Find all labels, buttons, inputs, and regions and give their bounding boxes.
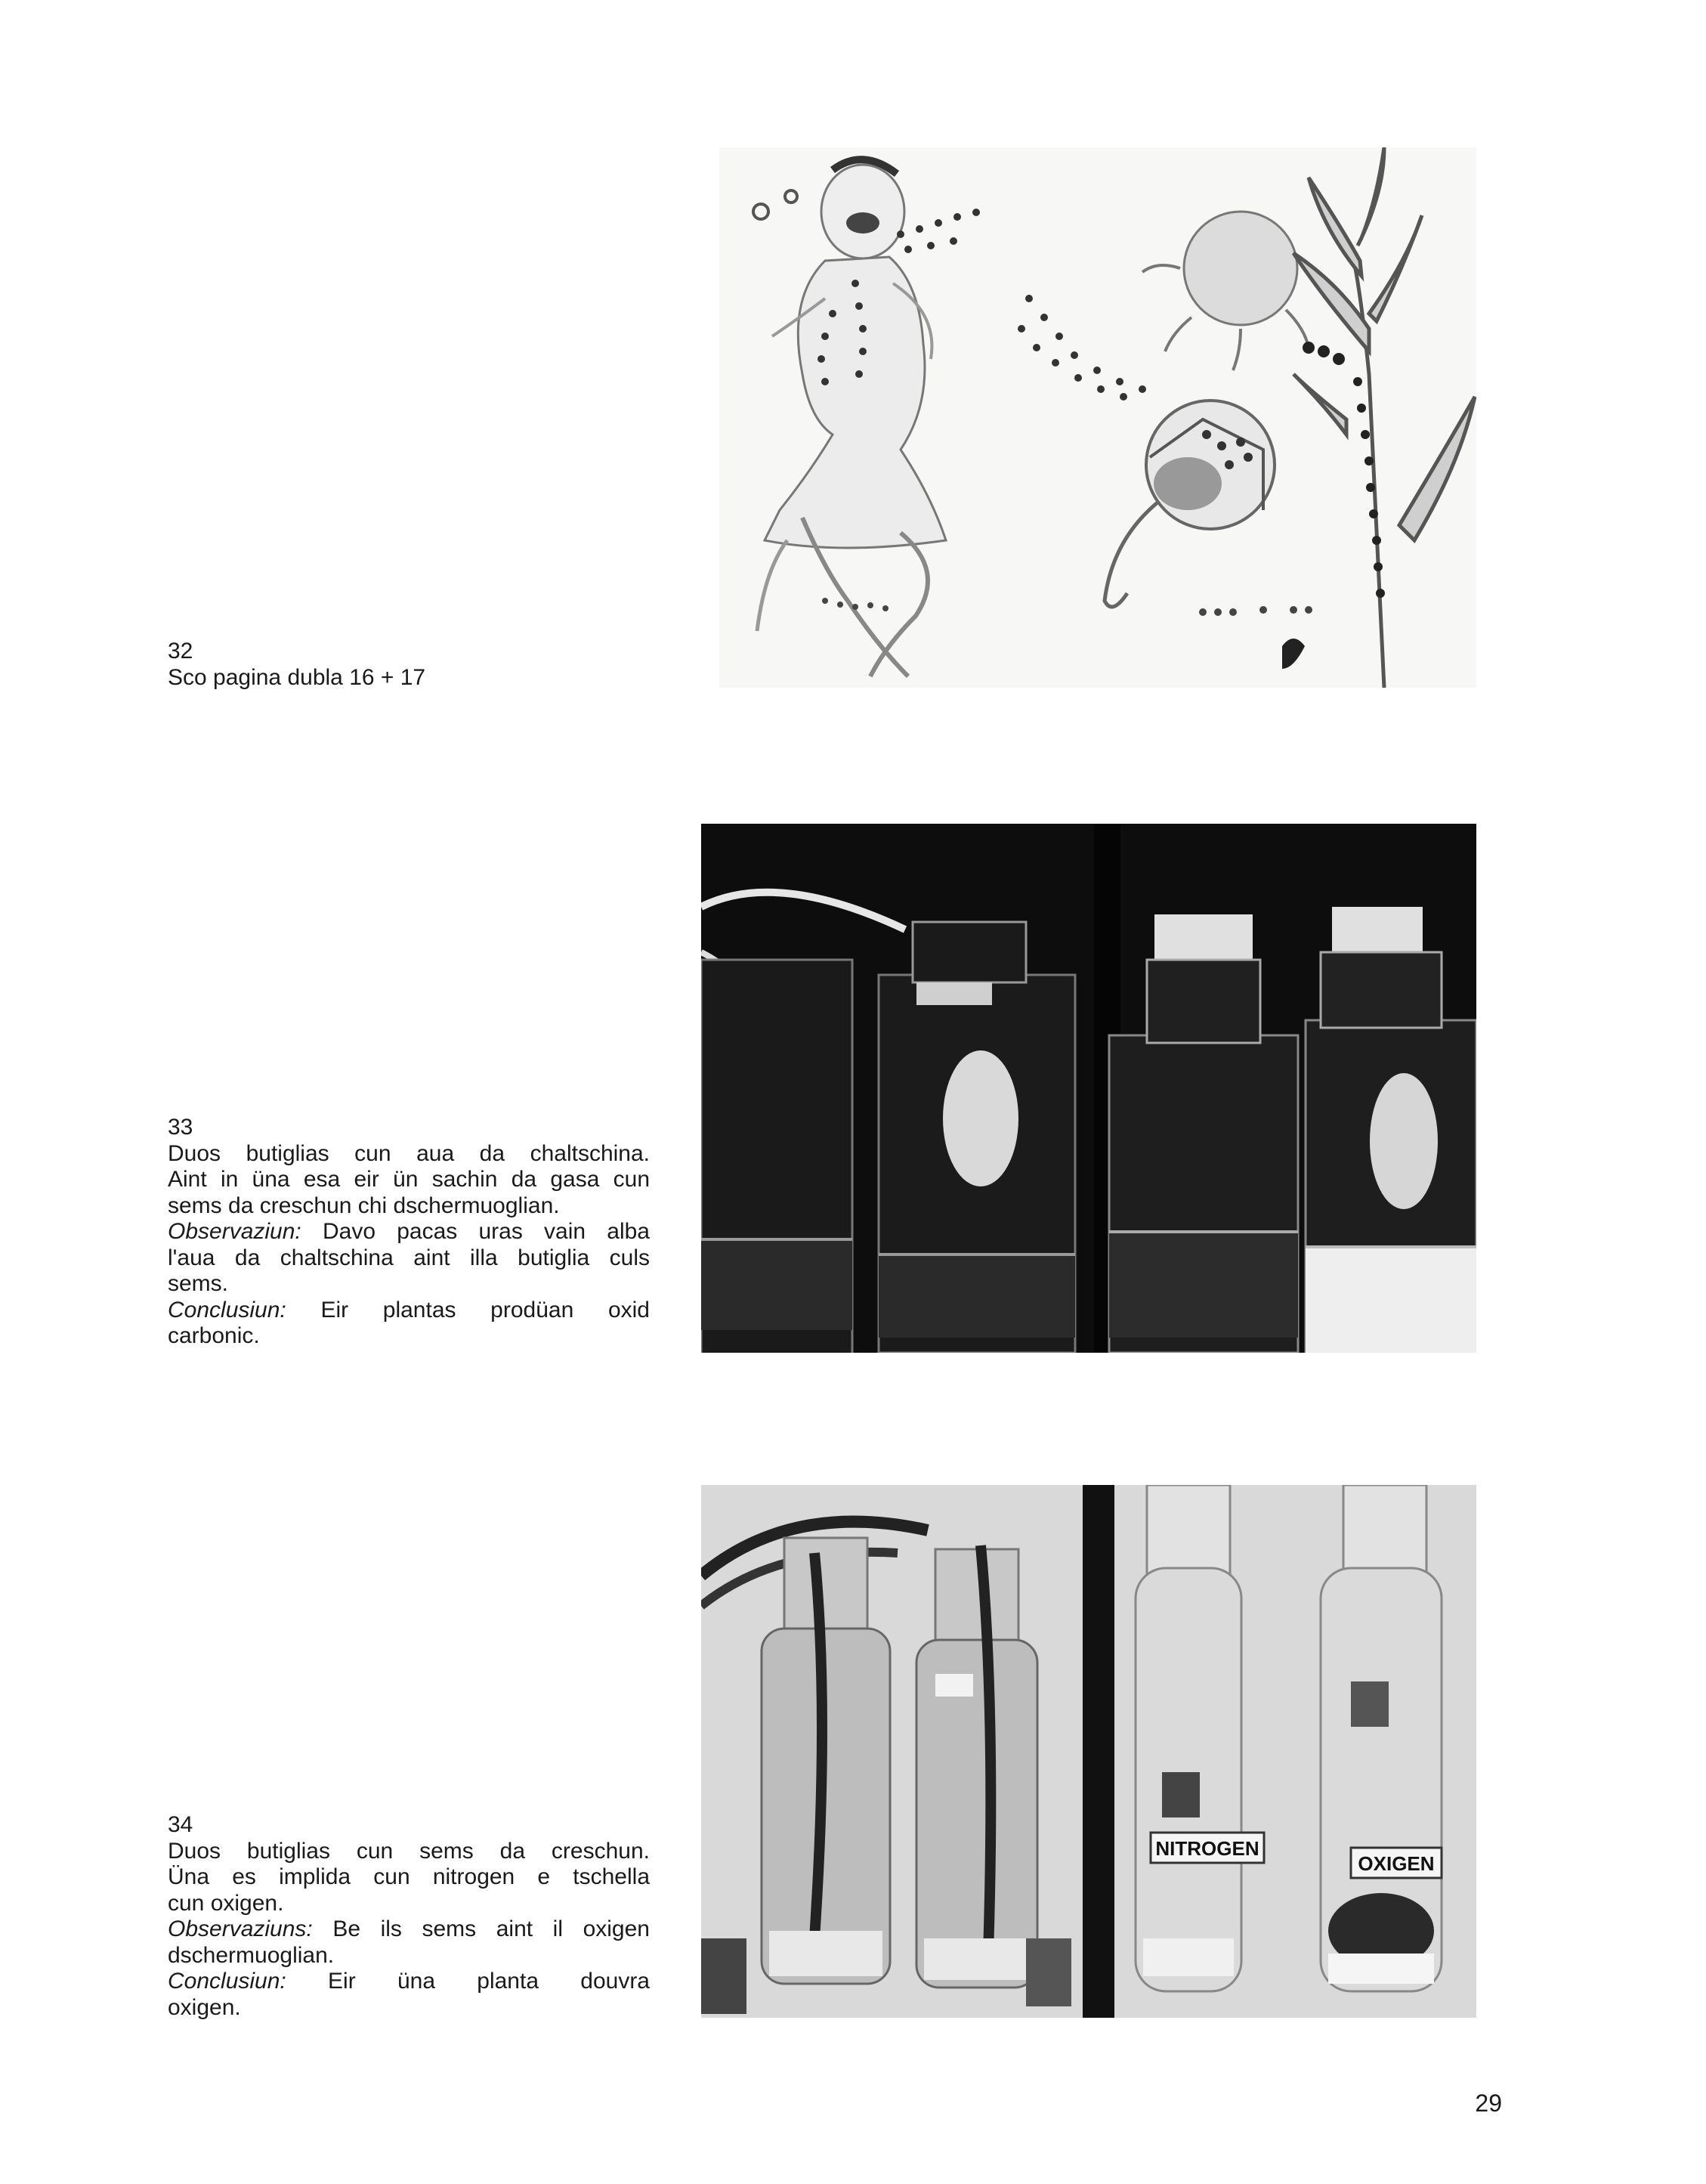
observation-label: Observaziuns: bbox=[168, 1916, 313, 1941]
conclusion-line bbox=[168, 1969, 650, 1995]
caption-line: cun oxigen. bbox=[168, 1890, 284, 1916]
caption-line: Aint in üna esa eir ün sachin da gasa cun bbox=[168, 1167, 650, 1192]
nitrogen-label: NITROGEN bbox=[1155, 1837, 1259, 1860]
conclusion-text: Eir üna planta douvra bbox=[328, 1969, 650, 1994]
observation-line bbox=[168, 1219, 650, 1245]
conclusion-label: Conclusiun: bbox=[168, 1297, 286, 1322]
observation-text: Davo pacas uras vain alba bbox=[322, 1219, 650, 1244]
figure-number: 34 bbox=[168, 1812, 193, 1837]
caption-line: Üna es implida cun nitrogen e tschella bbox=[168, 1864, 650, 1889]
caption-line: Duos butiglias cun aua da chaltschina. bbox=[168, 1140, 650, 1166]
observation-line bbox=[168, 1916, 650, 1943]
conclusion-line bbox=[168, 1298, 650, 1324]
observation-line: dschermuoglian. bbox=[168, 1942, 335, 1968]
figure-32-caption bbox=[168, 639, 650, 691]
bottle-2 bbox=[879, 922, 1075, 1353]
caption-text: Sco pagina dubla 16 + 17 bbox=[168, 664, 426, 690]
observation-text: Be ils sems aint il oxigen bbox=[332, 1916, 650, 1941]
caption-line: sems da creschun chi dschermuoglian. bbox=[168, 1193, 560, 1218]
caption-line: Duos butiglias cun sems da creschun. bbox=[168, 1838, 650, 1864]
drawing-illustration bbox=[719, 147, 1476, 688]
observation-label: Observaziun: bbox=[168, 1219, 301, 1244]
conclusion-line: carbonic. bbox=[168, 1323, 260, 1348]
figure-33-photo bbox=[701, 824, 1476, 1353]
bottles-lime-water-photo bbox=[701, 824, 1476, 1353]
figure-32-drawing bbox=[719, 147, 1476, 688]
observation-line: sems. bbox=[168, 1271, 229, 1296]
figure-34-caption bbox=[168, 1812, 650, 2021]
figure-33-caption bbox=[168, 1115, 650, 1350]
conclusion-line: oxigen. bbox=[168, 1994, 241, 2020]
figure-34-photo bbox=[701, 1485, 1476, 2018]
observation-line: l'aua da chaltschina aint illa butiglia culs bbox=[168, 1245, 650, 1270]
conclusion-text: Eir plantas prodüan oxid bbox=[320, 1297, 650, 1322]
figure-number: 32 bbox=[168, 639, 193, 664]
bottles-nitrogen-oxygen-photo bbox=[701, 1485, 1476, 2018]
page-number: 29 bbox=[1475, 2090, 1502, 2117]
conclusion-label: Conclusiun: bbox=[168, 1969, 286, 1994]
bottle-1 bbox=[701, 960, 852, 1353]
figure-number: 33 bbox=[168, 1115, 193, 1140]
oxigen-label: OXIGEN bbox=[1358, 1852, 1435, 1875]
